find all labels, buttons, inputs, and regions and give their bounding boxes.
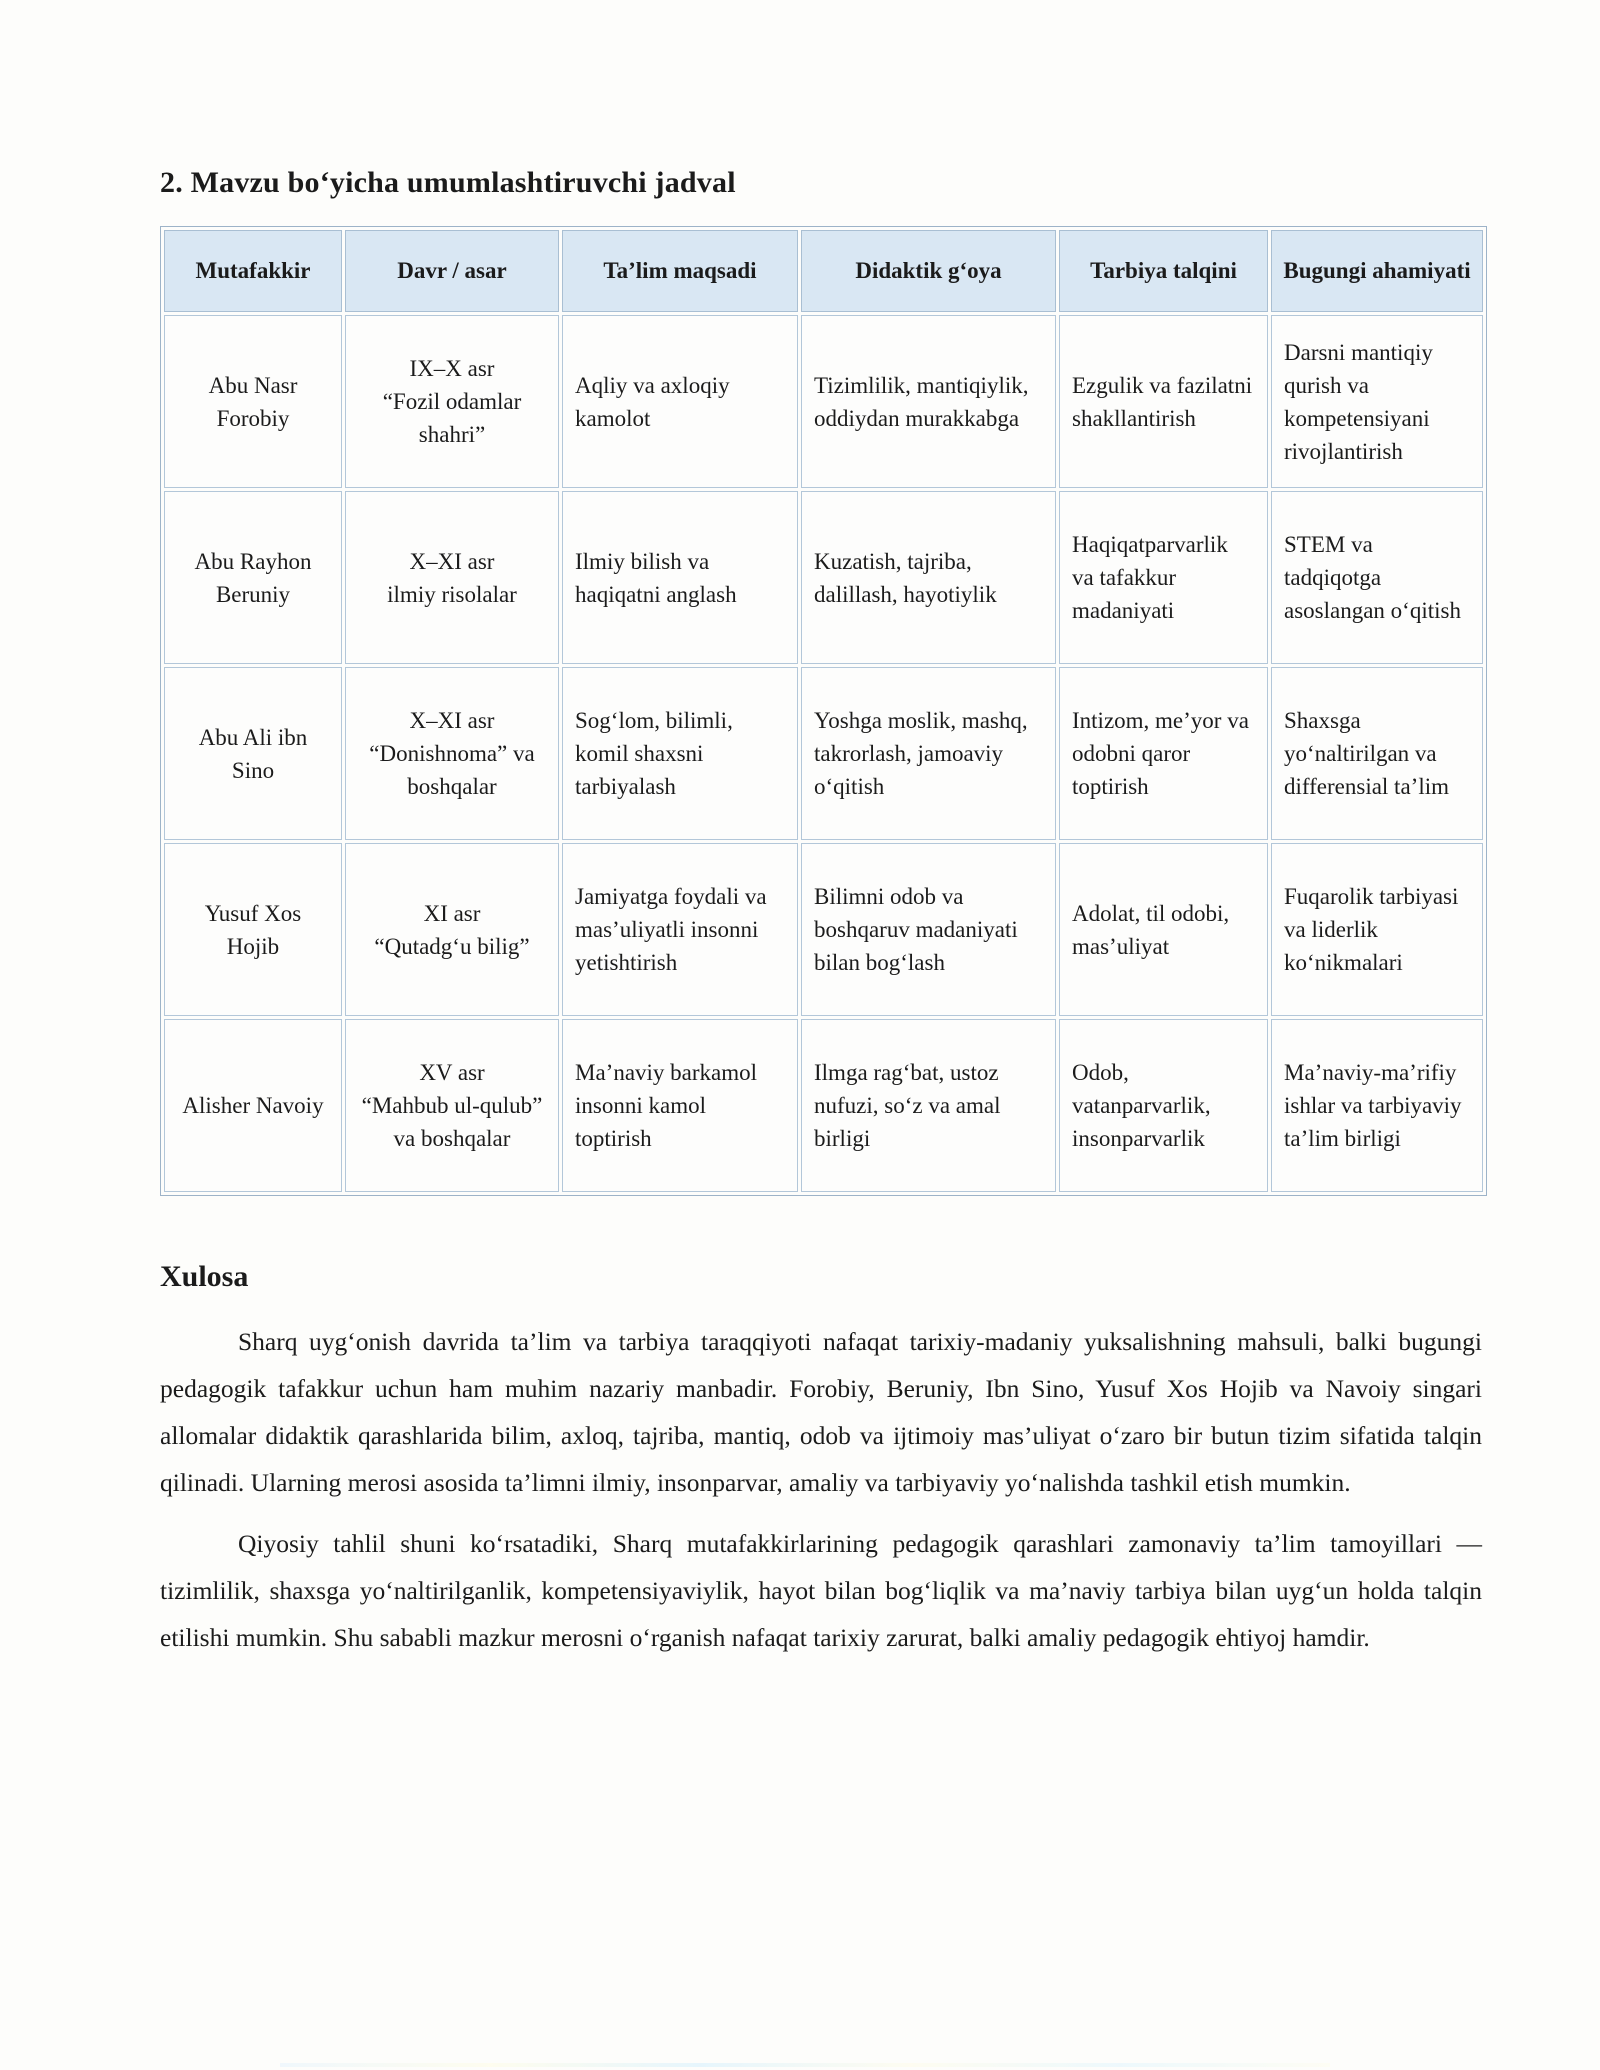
column-header-talim-maqsadi: Ta’lim maqsadi: [562, 230, 798, 312]
column-header-mutafakkir: Mutafakkir: [164, 230, 342, 312]
section-title: 2. Mavzu bo‘yicha umumlashtiruvchi jadval: [160, 166, 736, 199]
period-line: X–XI asr: [409, 708, 495, 733]
cell-thinker: Alisher Navoiy: [164, 1019, 342, 1192]
cell-thinker: Abu Ali ibn Sino: [164, 667, 342, 840]
period-line: IX–X asr: [409, 356, 495, 381]
column-header-didaktik-goya: Didaktik g‘oya: [801, 230, 1056, 312]
cell-idea: Ilmga rag‘bat, ustoz nufuzi, so‘z va amal birligi: [801, 1019, 1056, 1192]
cell-goal: Jamiyatga foydali va mas’uliyatli insonni yetishtirish: [562, 843, 798, 1016]
table-row-ibn-sino: [164, 667, 1483, 840]
table-body: [164, 315, 1483, 1192]
table-row-navoiy: [164, 1019, 1483, 1192]
cell-upbringing: Adolat, til odobi, mas’uliyat: [1059, 843, 1268, 1016]
column-header-tarbiya-talqini: Tarbiya talqini: [1059, 230, 1268, 312]
cell-period-work: [345, 843, 559, 1016]
cell-goal: Ma’naviy barkamol insonni kamol toptirish: [562, 1019, 798, 1192]
cell-today: Shaxsga yo‘naltirilgan va differensial ta’lim: [1271, 667, 1483, 840]
table-row-yusuf-xos-hojib: [164, 843, 1483, 1016]
conclusion-paragraph-1: Sharq uyg‘onish davrida ta’lim va tarbiya taraqqiyoti nafaqat tarixiy-madaniy yuksalishning mahsuli, balki bugungi pedagogik tafakkur uchun ham muhim nazariy manbadir. Forobiy, Beruniy, Ibn Sino, Yusuf Xos Hojib va Navoiy singari allomalar didaktik qarashlarida bilim, axloq, tajriba, mantiq, odob va ijtimoiy mas’uliyat o‘zaro bir butun tizim sifatida talqin qilinadi. Ularning merosi asosida ta’limni ilmiy, insonparvar, amaliy va tarbiyaviy yo‘nalishda tashkil etish mumkin.: [160, 1327, 1482, 1497]
header-row: [164, 230, 1483, 312]
work-line: “Qutadg‘u bilig”: [374, 933, 530, 959]
cell-period-work: [345, 667, 559, 840]
cell-thinker: Abu Nasr Forobiy: [164, 315, 342, 488]
cell-today: STEM va tadqiqotga asoslangan o‘qitish: [1271, 491, 1483, 664]
cell-upbringing: Intizom, me’yor va odobni qaror toptirish: [1059, 667, 1268, 840]
cell-period-work: [345, 315, 559, 488]
cell-goal: Sog‘lom, bilimli, komil shaxsni tarbiyalash: [562, 667, 798, 840]
table-row-forobiy: [164, 315, 1483, 488]
cell-goal: Aqliy va axloqiy kamolot: [562, 315, 798, 488]
cell-upbringing: Ezgulik va fazilatni shakllantirish: [1059, 315, 1268, 488]
table-header: [164, 230, 1483, 312]
work-line: ilmiy risolalar: [387, 581, 517, 607]
cell-idea: Yoshga moslik, mashq, takrorlash, jamoaviy o‘qitish: [801, 667, 1056, 840]
column-header-davr-asar: Davr / asar: [345, 230, 559, 312]
cell-upbringing: Haqiqatparvarlik va tafakkur madaniyati: [1059, 491, 1268, 664]
cell-today: Fuqarolik tarbiyasi va liderlik ko‘nikmalari: [1271, 843, 1483, 1016]
cell-thinker: Abu Rayhon Beruniy: [164, 491, 342, 664]
document-page: [160, 166, 1482, 1675]
work-line: “Donishnoma” va boshqalar: [369, 741, 535, 799]
cell-idea: Bilimni odob va boshqaruv madaniyati bilan bog‘lash: [801, 843, 1056, 1016]
conclusion-paragraph-2: Qiyosiy tahlil shuni ko‘rsatadiki, Sharq mutafakkirlarining pedagogik qarashlari zamonaviy ta’lim tamoyillari — tizimlilik, shaxsga yo‘naltirilganlik, kompetensiyaviylik, hayot bilan bog‘liqlik va ma’naviy tarbiya bilan uyg‘un holda talqin etilishi mumkin. Shu sababli mazkur merosni o‘rganish nafaqat tarixiy zarurat, balki amaliy pedagogik ehtiyoj hamdir.: [160, 1529, 1482, 1652]
column-header-bugungi-ahamiyati: Bugungi ahamiyati: [1271, 230, 1483, 312]
cell-idea: Kuzatish, tajriba, dalillash, hayotiylik: [801, 491, 1056, 664]
period-line: XI asr: [423, 900, 481, 926]
summary-table: [160, 226, 1487, 1196]
period-line: XV asr: [419, 1060, 485, 1085]
cell-period-work: [345, 1019, 559, 1192]
cell-period-work: [345, 491, 559, 664]
cell-today: Ma’naviy-ma’rifiy ishlar va tarbiyaviy ta’lim birligi: [1271, 1019, 1483, 1192]
conclusion-heading: Xulosa: [160, 1260, 249, 1293]
table-row-beruniy: [164, 491, 1483, 664]
cell-today: Darsni mantiqiy qurish va kompetensiyani rivojlantirish: [1271, 315, 1483, 488]
work-line: “Mahbub ul-qulub” va boshqalar: [361, 1093, 543, 1151]
period-line: X–XI asr: [409, 548, 495, 574]
cell-thinker: Yusuf Xos Hojib: [164, 843, 342, 1016]
compression-artifact-strip: [280, 2063, 1330, 2067]
work-line: “Fozil odamlar shahri”: [382, 389, 522, 447]
cell-idea: Tizimlilik, mantiqiylik, oddiydan murakkabga: [801, 315, 1056, 488]
cell-upbringing: Odob, vatanparvarlik, insonparvarlik: [1059, 1019, 1268, 1192]
cell-goal: Ilmiy bilish va haqiqatni anglash: [562, 491, 798, 664]
